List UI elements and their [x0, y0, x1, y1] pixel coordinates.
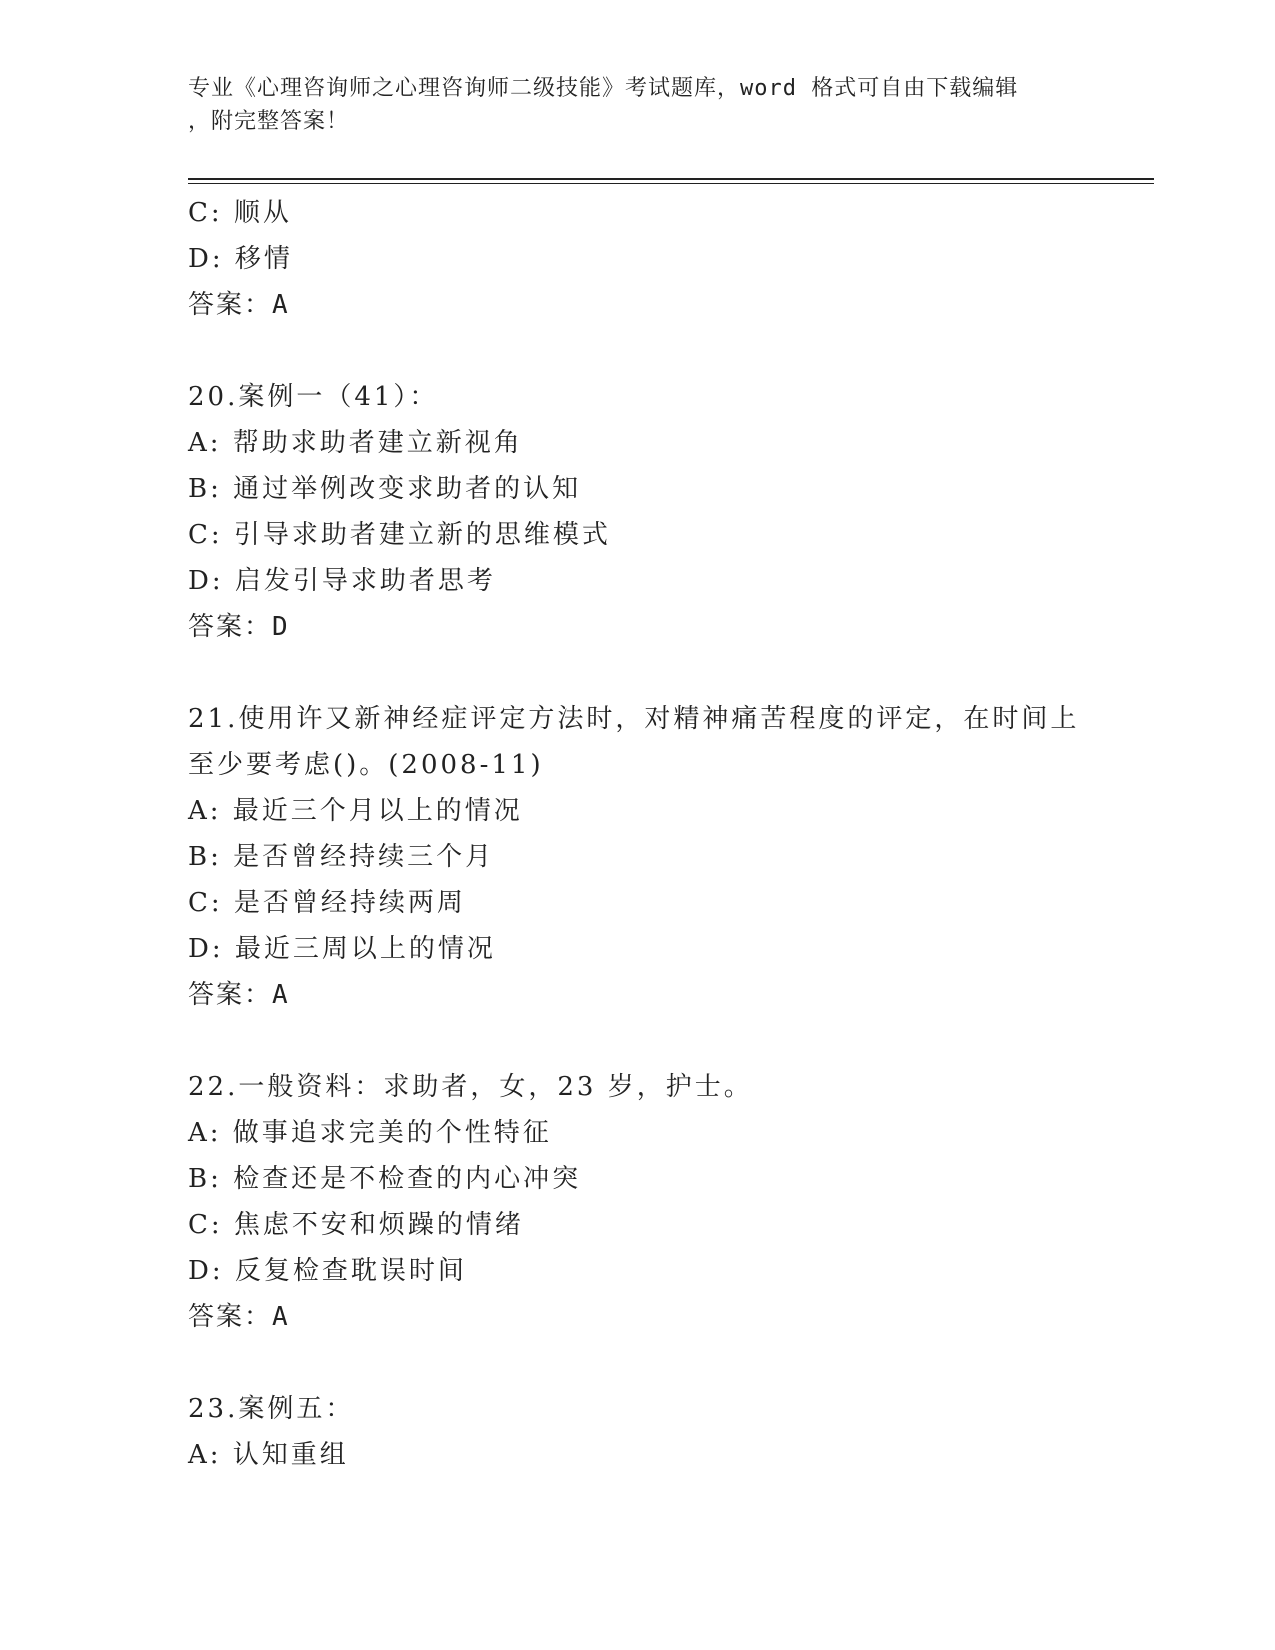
- option-a: A: 最近三个月以上的情况: [188, 796, 523, 826]
- question-title: 22.一般资料：求助者，女，23 岁，护士。: [188, 1072, 753, 1102]
- question-title-line-1: 21.使用许又新神经症评定方法时，对精神痛苦程度的评定，在时间上: [188, 704, 1080, 734]
- option-d: D: 启发引导求助者思考: [188, 566, 496, 596]
- option-d: D: 反复检查耽误时间: [188, 1256, 467, 1286]
- option-c: C: 焦虑不安和烦躁的情绪: [188, 1210, 524, 1240]
- option-c: C: 顺从: [188, 198, 292, 228]
- option-a: A: 认知重组: [188, 1440, 349, 1470]
- option-a: A: 帮助求助者建立新视角: [188, 428, 523, 458]
- question-19: [188, 190, 1088, 328]
- option-b: B: 是否曾经持续三个月: [188, 842, 495, 872]
- option-c: C: 引导求助者建立新的思维模式: [188, 520, 611, 550]
- answer-line: 答案：D: [188, 612, 290, 642]
- option-b: B: 检查还是不检查的内心冲突: [188, 1164, 582, 1194]
- option-d: D: 最近三周以上的情况: [188, 934, 496, 964]
- question-title: 23.案例五：: [188, 1394, 355, 1424]
- header-line-1: 专业《心理咨询师之心理咨询师二级技能》考试题库，word 格式可自由下载编辑: [188, 76, 1019, 101]
- option-a: A: 做事追求完美的个性特征: [188, 1118, 552, 1148]
- option-b: B: 通过举例改变求助者的认知: [188, 474, 582, 504]
- header-divider-thick: [188, 178, 1154, 180]
- option-d: D: 移情: [188, 244, 293, 274]
- option-c: C: 是否曾经持续两周: [188, 888, 466, 918]
- question-20: [188, 374, 1088, 650]
- question-21: [188, 696, 1088, 1018]
- question-title: 20.案例一（41）：: [188, 382, 439, 412]
- header-divider-thin: [188, 183, 1154, 184]
- question-23: [188, 1386, 1088, 1478]
- question-title-line-2: 至少要考虑()。(2008-11): [188, 750, 544, 780]
- answer-line: 答案：A: [188, 980, 290, 1010]
- answer-line: 答案：A: [188, 1302, 290, 1332]
- question-22: [188, 1064, 1088, 1340]
- header-line-2: ，附完整答案！: [188, 109, 350, 134]
- document-header: [188, 72, 1088, 138]
- answer-line: 答案：A: [188, 290, 290, 320]
- question-list: [188, 190, 1088, 1478]
